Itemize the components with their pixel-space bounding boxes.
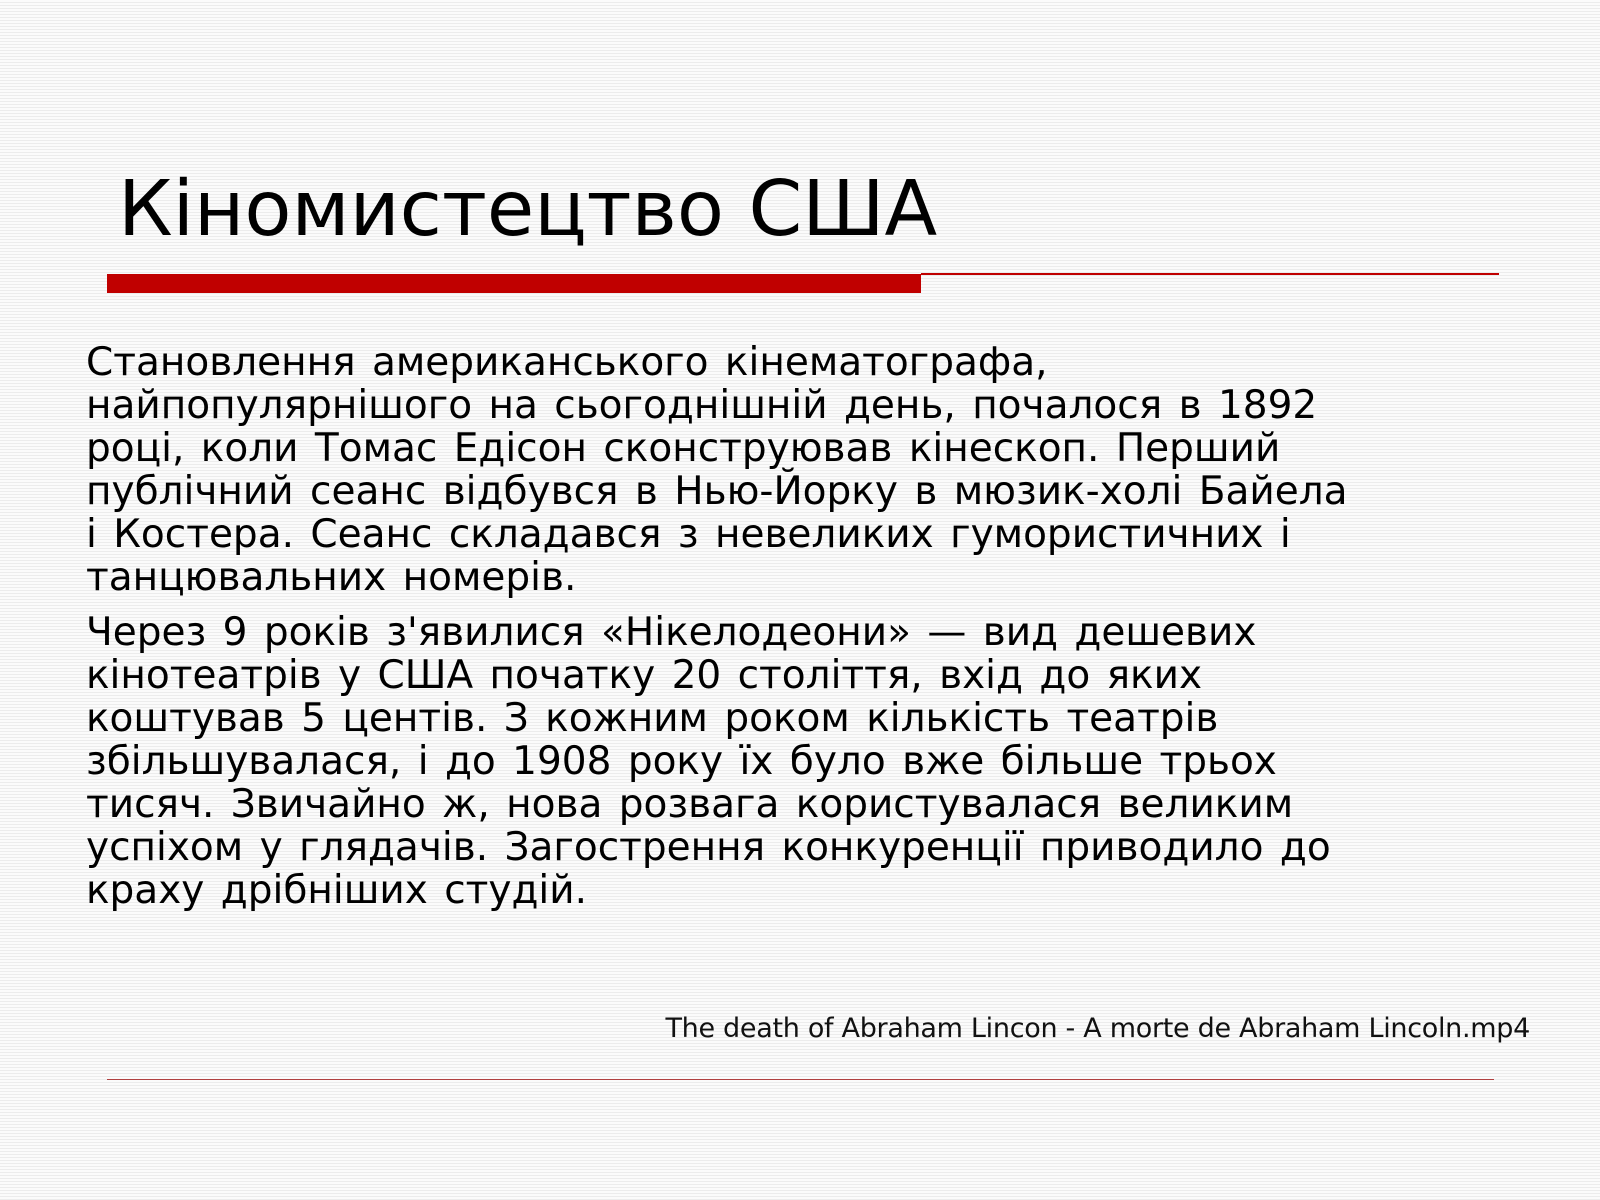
paragraph-line: тисяч. Звичайно ж, нова розвага користувалася великим (86, 782, 1294, 827)
paragraph-line: році, коли Томас Едісон сконструював кінескоп. Перший (86, 426, 1281, 471)
title-underline-thick (107, 274, 921, 293)
paragraph-line: і Костера. Сеанс складався з невеликих гумористичних і (86, 512, 1291, 557)
paragraph-line: найпопулярнішого на сьогоднішній день, почалося в 1892 (86, 383, 1318, 428)
slide-title: Кіномистецтво США (118, 165, 938, 254)
paragraph-line: успіхом у глядачів. Загострення конкуренції приводило до (86, 825, 1331, 870)
paragraph-line: танцювальних номерів. (86, 555, 577, 600)
paragraph-line: Через 9 років з'явилися «Нікелодеони» — вид дешевих (86, 610, 1257, 655)
paragraph-line: краху дрібніших студій. (86, 868, 588, 913)
title-underline-thin (921, 273, 1499, 275)
paragraph-line: Становлення американського кінематографа, (86, 340, 1048, 385)
paragraph-line: кінотеатрів у США початку 20 століття, вхід до яких (86, 653, 1203, 698)
footer-divider (107, 1079, 1494, 1080)
video-link[interactable]: The death of Abraham Lincon - A morte de Abraham Lincoln.mp4 (665, 1013, 1530, 1044)
paragraph-2 (86, 611, 1546, 912)
paragraph-line: коштував 5 центів. З кожним роком кількість театрів (86, 696, 1219, 741)
paragraph-line: публічний сеанс відбувся в Нью-Йорку в мюзик-холі Байела (86, 469, 1348, 514)
slide-body (86, 341, 1546, 912)
paragraph-line: збільшувалася, і до 1908 року їх було вже більше трьох (86, 739, 1277, 784)
paragraph-1 (86, 341, 1546, 599)
